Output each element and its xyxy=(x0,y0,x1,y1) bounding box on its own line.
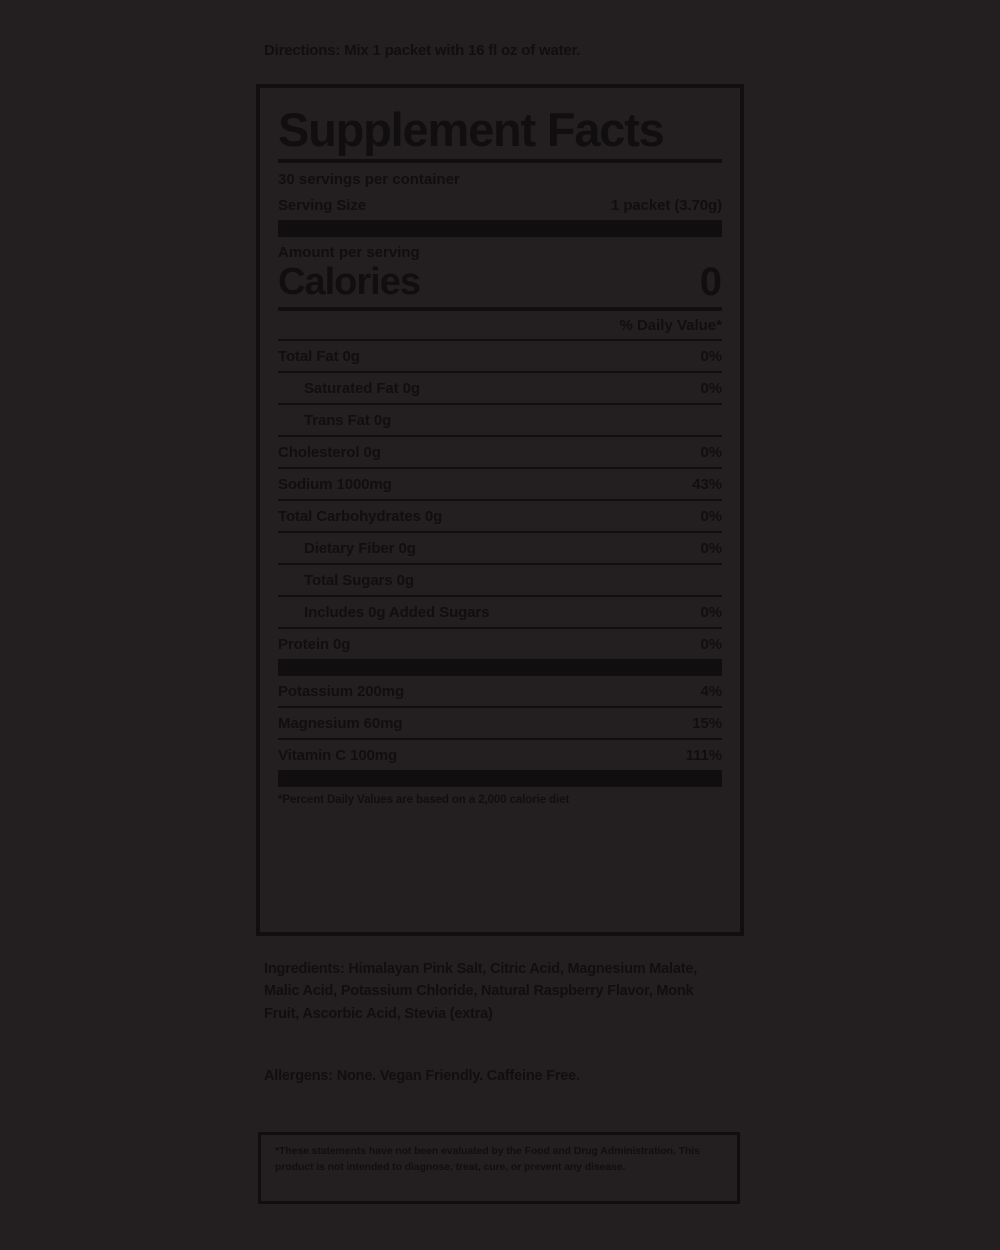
table-row xyxy=(278,373,722,403)
servings-per-container: 30 servings per container xyxy=(278,171,460,188)
supplement-facts-panel xyxy=(256,84,744,936)
amount-per-serving-label: Amount per serving xyxy=(278,244,420,261)
supplement-facts-content xyxy=(278,98,722,924)
ingredients-text: Ingredients: Himalayan Pink Salt, Citric Acid, Magnesium Malate, Malic Acid, Potassium Chloride, Natural Raspberry Flavor, Monk Fruit, Ascorbic Acid, Stevia (extra) xyxy=(264,961,698,1022)
nutrient-dv: 0% xyxy=(700,380,722,397)
calories-row xyxy=(278,261,722,307)
nutrient-dv: 0% xyxy=(700,348,722,365)
table-row xyxy=(278,469,722,499)
nutrient-name: Potassium 200mg xyxy=(278,683,405,700)
table-row xyxy=(278,501,722,531)
nutrient-name: Total Sugars 0g xyxy=(304,572,414,589)
nutrient-dv: 0% xyxy=(700,604,722,621)
nutrient-dv: 0% xyxy=(700,540,722,557)
fda-disclaimer-text: *These statements have not been evaluated by the Food and Drug Administration. This product is not intended to diagnose, treat, cure, or prevent any disease. xyxy=(275,1145,700,1173)
nutrient-dv: 0% xyxy=(700,508,722,525)
nutrient-dv: 4% xyxy=(700,683,722,700)
nutrient-dv: 15% xyxy=(692,715,722,732)
nutrient-dv: 0% xyxy=(700,444,722,461)
nutrient-name: Total Fat 0g xyxy=(278,348,360,365)
fda-disclaimer-box xyxy=(258,1132,740,1204)
serving-size-row xyxy=(278,190,722,220)
daily-value-header: % Daily Value* xyxy=(619,317,722,334)
divider-thick-footnote xyxy=(278,770,722,787)
nutrient-name: Magnesium 60mg xyxy=(278,715,403,732)
divider-thick-top xyxy=(278,220,722,237)
nutrient-name: Protein 0g xyxy=(278,636,351,653)
table-row xyxy=(278,597,722,627)
table-row xyxy=(278,437,722,467)
divider-thick-micros xyxy=(278,659,722,676)
nutrient-name: Dietary Fiber 0g xyxy=(304,540,416,557)
nutrient-name: Sodium 1000mg xyxy=(278,476,392,493)
calories-value: 0 xyxy=(699,260,722,304)
table-row xyxy=(278,405,722,435)
nutrient-dv: 111% xyxy=(685,747,722,764)
serving-size-value: 1 packet (3.70g) xyxy=(611,197,722,214)
nutrient-name: Includes 0g Added Sugars xyxy=(304,604,490,621)
allergen-text: Allergens: None. Vegan Friendly. Caffeine Free. xyxy=(264,1068,580,1084)
table-row xyxy=(278,565,722,595)
directions-text: Directions: Mix 1 packet with 16 fl oz of water. xyxy=(264,42,581,59)
nutrient-dv: 43% xyxy=(692,476,722,493)
table-row xyxy=(278,740,722,770)
nutrient-name: Vitamin C 100mg xyxy=(278,747,398,764)
nutrient-name: Saturated Fat 0g xyxy=(304,380,420,397)
serving-size-label: Serving Size xyxy=(278,197,367,214)
calories-label: Calories xyxy=(278,261,420,304)
nutrient-name: Trans Fat 0g xyxy=(304,412,392,429)
page-title: Supplement Facts xyxy=(278,103,664,156)
daily-value-footnote: *Percent Daily Values are based on a 2,000 calorie diet xyxy=(278,794,570,806)
table-row xyxy=(278,676,722,706)
nutrient-dv: 0% xyxy=(700,636,722,653)
nutrient-name: Total Carbohydrates 0g xyxy=(278,508,443,525)
table-row xyxy=(278,341,722,371)
table-row xyxy=(278,708,722,738)
nutrient-name: Cholesterol 0g xyxy=(278,444,381,461)
table-row xyxy=(278,533,722,563)
table-row xyxy=(278,629,722,659)
